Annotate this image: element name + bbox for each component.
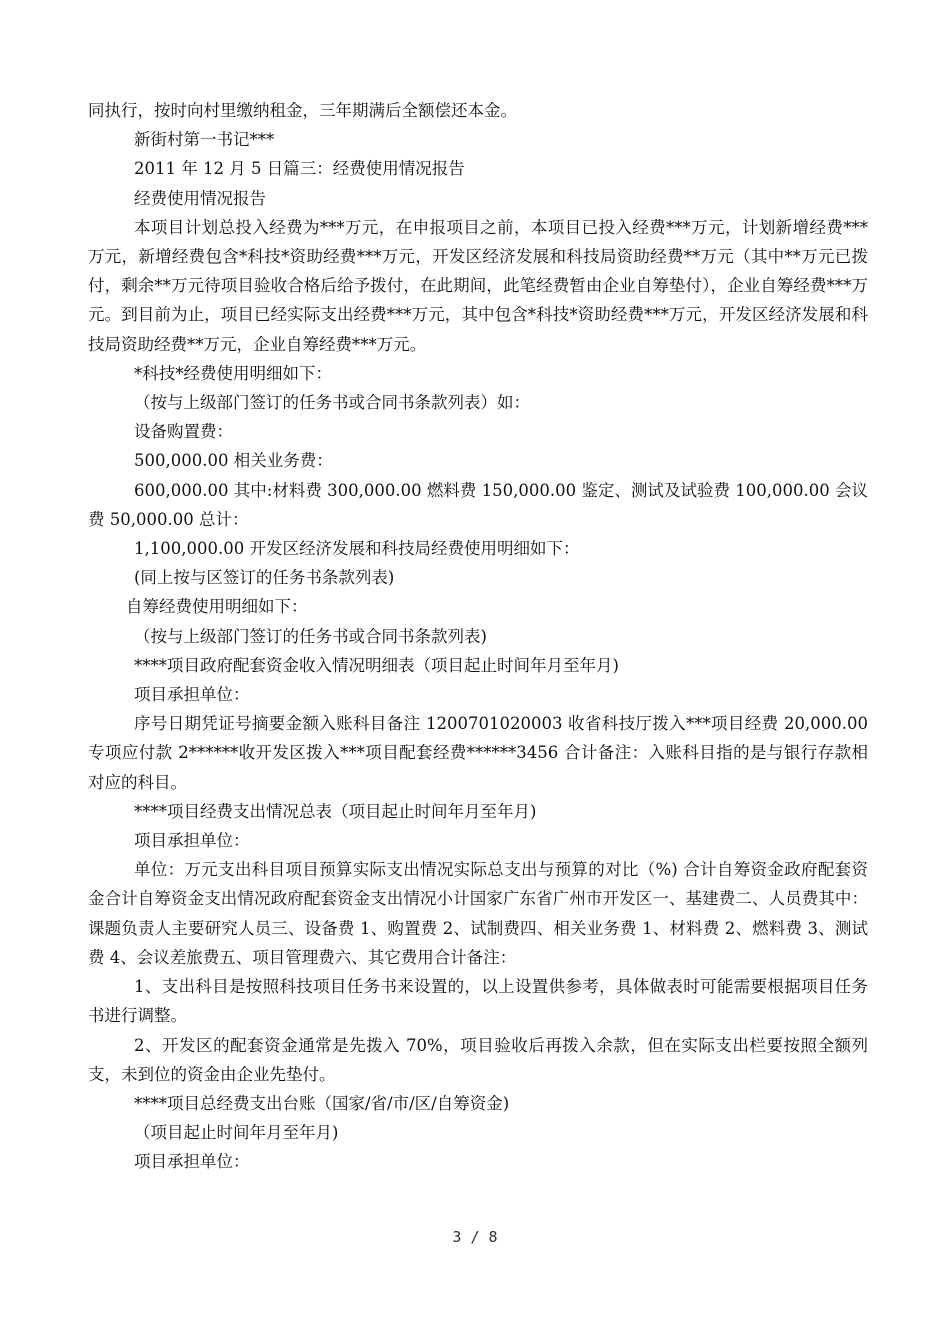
paragraph-funding-summary: 本项目计划总投入经费为***万元，在申报项目之前，本项目已投入经费***万元，计划新增经费***万元，新增经费包含*科技*资助经费***万元，开发区经济发展和科技局资助经费**万元（其中**万元已拨付，剩余**万元待项目验收合格后给予拨付，在此期间，此笔经费暂由企业自筹垫付），企业自筹经费***万元。到目前为止，项目已经实际支出经费***万元，其中包含*科技*资助经费***万元，开发区经济发展和科技局资助经费**万元，企业自筹经费***万元。 bbox=[88, 217, 868, 354]
paragraph-ledger-period: （项目起止时间年月至年月) bbox=[134, 1123, 339, 1143]
paragraph-signature: 新街村第一书记*** bbox=[134, 130, 275, 150]
paragraph-unit-label-2: 项目承担单位： bbox=[134, 831, 250, 851]
paragraph-unit-label-3: 项目承担单位： bbox=[134, 1152, 250, 1172]
section-title: 经费使用情况报告 bbox=[134, 188, 266, 208]
paragraph-self-funds-note: （按与上级部门签订的任务书或合同书条款列表) bbox=[134, 626, 487, 646]
paragraph-tech-funds-heading: *科技*经费使用明细如下： bbox=[134, 363, 332, 383]
paragraph-expense-table-title: ****项目经费支出情况总表（项目起止时间年月至年月) bbox=[134, 801, 537, 821]
page-number: 3 / 8 bbox=[452, 1228, 498, 1246]
paragraph-income-table-title: ****项目政府配套资金收入情况明细表（项目起止时间年月至年月) bbox=[134, 655, 619, 675]
paragraph-fee-breakdown: 600,000.00 其中:材料费 300,000.00 燃料费 150,000.00 鉴定、测试及试验费 100,000.00 会议费 50,000.00 总计： bbox=[88, 480, 868, 529]
paragraph-self-funds-heading: 自筹经费使用明细如下： bbox=[126, 597, 308, 617]
paragraph-continuation: 同执行，按时向村里缴纳租金，三年期满后全额偿还本金。 bbox=[88, 101, 517, 120]
paragraph-equipment-fee: 设备购置费： bbox=[134, 422, 233, 442]
paragraph-list-note: （按与上级部门签订的任务书或合同书条款列表）如： bbox=[134, 393, 530, 413]
paragraph-district-note: (同上按与区签订的任务书条款列表) bbox=[134, 568, 395, 588]
paragraph-note-1: 1、支出科目是按照科技项目任务书来设置的，以上设置供参考，具体做表时可能需要根据项目任务书进行调整。 bbox=[88, 977, 868, 1026]
paragraph-unit-label-1: 项目承担单位： bbox=[134, 685, 250, 705]
paragraph-income-table-content: 序号日期凭证号摘要金额入账科目备注 1200701020003 收省科技厅拨入***项目经费 20,000.00 专项应付款 2******收开发区拨入***项目配套经费******3456 合计备注：入账科目指的是与银行存款相对应的科目。 bbox=[88, 714, 868, 792]
paragraph-district-funds: 1,100,000.00 开发区经济发展和科技局经费使用明细如下： bbox=[134, 539, 580, 559]
paragraph-date-heading: 2011 年 12 月 5 日篇三：经费使用情况报告 bbox=[134, 159, 465, 179]
paragraph-note-2: 2、开发区的配套资金通常是先拨入 70%，项目验收后再拨入余款，但在实际支出栏要按照全额列支，未到位的资金由企业先垫付。 bbox=[88, 1035, 868, 1084]
paragraph-ledger-title: ****项目总经费支出台账（国家/省/市/区/自筹资金) bbox=[134, 1093, 510, 1113]
paragraph-related-fee: 500,000.00 相关业务费： bbox=[134, 451, 333, 471]
document-body bbox=[88, 96, 868, 1177]
paragraph-expense-table-content: 单位：万元支出科目项目预算实际支出情况实际总支出与预算的对比（%) 合计自筹资金政府配套资金合计自筹资金支出情况政府配套资金支出情况小计国家广东省广州市开发区一、基建费二、人员费其中：课题负责人主要研究人员三、设备费 1、购置费 2、试制费四、相关业务费 1、材料费 2、燃料费 3、测试费 4、会议差旅费五、项目管理费六、其它费用合计备注： bbox=[88, 860, 868, 967]
